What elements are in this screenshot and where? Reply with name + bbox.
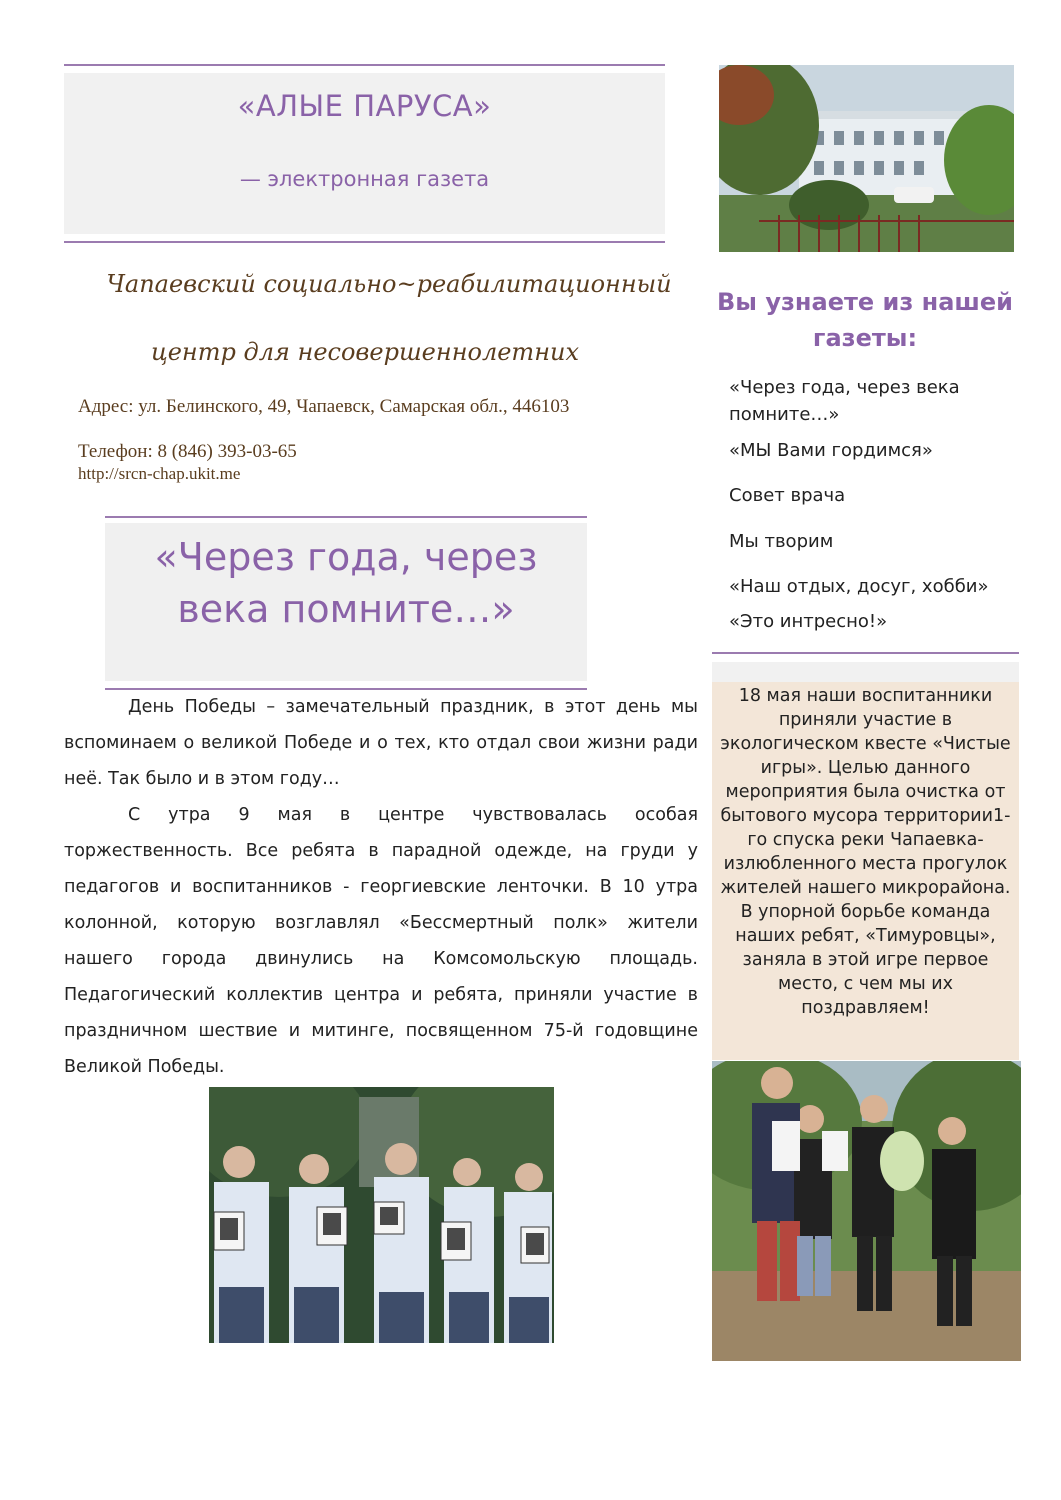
headline-box bbox=[105, 523, 587, 681]
toc-item[interactable]: Мы творим bbox=[729, 531, 834, 552]
masthead-bottom-rule bbox=[64, 241, 665, 243]
org-name-line1: Чапаевский социально~реабилитационный bbox=[106, 270, 672, 298]
clean-games-photo bbox=[712, 1061, 1021, 1361]
toc-item[interactable]: «Через года, через века помните…» bbox=[729, 377, 960, 425]
article-headline bbox=[105, 531, 587, 635]
headline-line2: века помните…» bbox=[177, 587, 515, 631]
article-paragraph: С утра 9 мая в центре чувствовалась особая торжественность. Все ребята в парадной одежде, на груди у педагогов и воспитанников - георгиевские ленточки. В 10 утра колонной, которую возглавлял «Бессмертный полк» жители нашего города двинулись на Комсомольскую площадь. Педагогический коллектив центра и ребята, приняли участие в праздничном шествие и митинге, посвященном 75-й годовщине Великой Победы. bbox=[64, 805, 698, 1077]
masthead-top-rule bbox=[64, 64, 665, 66]
org-phone: Телефон: 8 (846) 393-03-65 bbox=[78, 441, 297, 462]
org-address: Адрес: ул. Белинского, 49, Чапаевск, Самарская обл., 446103 bbox=[78, 396, 570, 417]
newspaper-title: «АЛЫЕ ПАРУСА» bbox=[237, 89, 492, 123]
sidebar-gray-strip bbox=[712, 662, 1019, 682]
toc-item[interactable]: «Наш отдых, досуг, хобби» bbox=[729, 576, 989, 597]
news-text: 18 мая наши воспитанники приняли участие в экологическом квесте «Чистые игры». Целью данного мероприятия была очистка от бытового мусора территории1-го спуска реки Чапаевка- излюбленного места прогулок жителей нашего микрорайона. В упорной борьбе команда наших ребят, «Тимуровцы», заняла в этой игре первое место, с чем мы их поздравляем! bbox=[720, 686, 1011, 1018]
newspaper-subtitle: — электронная газета bbox=[239, 167, 490, 191]
masthead-box bbox=[64, 73, 665, 234]
sidebar-title: Вы узнаете из нашей газеты: bbox=[716, 288, 1013, 352]
toc-item[interactable]: Совет врача bbox=[729, 485, 846, 506]
sidebar-rule bbox=[712, 652, 1019, 654]
victory-day-photo bbox=[209, 1087, 554, 1343]
org-name-line2: центр для несовершеннолетних bbox=[150, 338, 579, 366]
building-photo-illustration bbox=[719, 65, 1014, 252]
org-website[interactable]: http://srcn-chap.ukit.me bbox=[78, 464, 241, 483]
news-box bbox=[712, 682, 1019, 1060]
headline-line1: «Через года, через bbox=[154, 535, 538, 579]
victory-day-photo-illustration bbox=[209, 1087, 554, 1343]
toc-item[interactable]: «Это интресно!» bbox=[729, 611, 888, 632]
article-body bbox=[64, 689, 698, 1085]
clean-games-photo-illustration bbox=[712, 1061, 1021, 1361]
headline-top-rule bbox=[105, 516, 587, 518]
article-paragraph: День Победы – замечательный праздник, в этот день мы вспоминаем о великой Победе и о тех, кто отдал свои жизни ради неё. Так было и в этом году… bbox=[64, 697, 698, 789]
toc-item[interactable]: «МЫ Вами гордимся» bbox=[729, 440, 933, 461]
building-photo bbox=[719, 65, 1014, 252]
